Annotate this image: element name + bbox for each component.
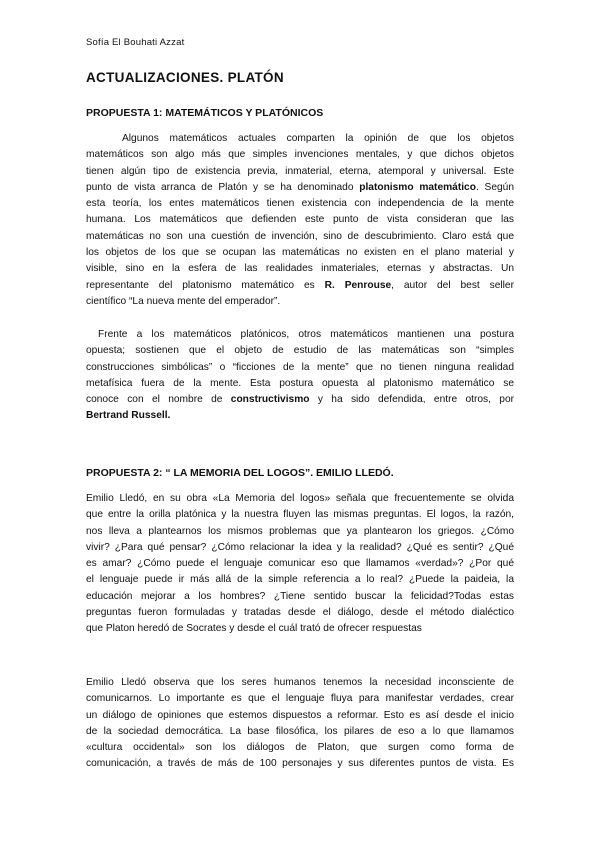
document-title: ACTUALIZACIONES. PLATÓN <box>86 70 284 85</box>
text-line: construcciones simbólicas” o “ficciones de la mente” que no tienen ninguna realidad <box>86 361 514 373</box>
text-line: que Platon heredó de Socrates y desde el cuál trató de ofrecer respuestas <box>86 623 422 635</box>
text-line <box>86 278 514 294</box>
text-line: esta teoría, los entes matemáticos tienen existencia con independencia de la mente <box>86 198 514 210</box>
text-line: educación mejorar a los hombres? ¿Tiene sentido buscar la felicidad?Todas estas <box>86 590 514 602</box>
text-line: Emilio Lledó observa que los seres humanos tenemos la necesidad inconsciente de <box>86 677 514 688</box>
emphasis-constructivismo: constructivismo <box>230 394 310 406</box>
text-line: tienen algún tipo de existencia previa, inmaterial, eterna, atemporal y universal. Este <box>86 165 514 177</box>
text-line: preguntas fueron formuladas y tratadas desde el diálogo, desde el método dialéctico <box>86 607 514 619</box>
text-line: científico “La nueva mente del emperador”. <box>86 295 281 307</box>
text-line: los objetos de los que se ocupan las matemáticas no existen en el plano material y <box>86 247 514 259</box>
text-line: nos lleva a plantearnos los mismos problemas que ya plantearon los griegos. ¿Cómo <box>86 525 514 537</box>
text-line: humana. Los matemáticos que defienden este punto de vista consideran que las <box>86 214 514 226</box>
section-1-heading: PROPUESTA 1: MATEMÁTICOS Y PLATÓNICOS <box>86 107 324 119</box>
text-line: que entre la orilla platónica y la nuestra fluyen las mismas preguntas. El logos, la razón, <box>86 509 514 521</box>
text-line: Algunos matemáticos actuales comparten la opinión de que los objetos <box>122 133 514 144</box>
text-line: es amar? ¿Cómo puede el lenguaje comunicar eso que llamamos «verdad»? ¿Por qué <box>86 558 514 570</box>
text-line: de la sociedad democrática. La base filosófica, los pilares de eso a lo que llamamos <box>86 725 514 737</box>
text-span: punto de vista arranca de Platón y se ha denominado <box>86 181 360 193</box>
section-2-paragraph-2 <box>86 675 514 773</box>
text-line: Frente a los matemáticos platónicos, otros matemáticos mantienen una postura <box>98 329 514 340</box>
section-2-heading: PROPUESTA 2: “ LA MEMORIA DEL LOGOS”. EMILIO LLEDÓ. <box>86 467 394 479</box>
section-2-paragraph-1 <box>86 491 514 638</box>
emphasis-russell: Bertrand Russell. <box>86 410 171 422</box>
emphasis-platonismo: platonismo matemático <box>359 181 476 193</box>
text-line: comunicarnos. Lo importante es que el lenguaje fluya para manifestar verdades, crear <box>86 693 514 705</box>
text-line: Emilio Lledó, en su obra «La Memoria del logos» señala que frecuentemente se olvida <box>86 493 514 504</box>
text-line: vivir? ¿Para qué pensar? ¿Cómo relacionar la idea y la realidad? ¿Qué es sentir? ¿Qué <box>86 541 514 553</box>
text-line <box>86 392 514 408</box>
emphasis-penrouse: R. Penrouse <box>324 279 392 291</box>
text-span: conoce con el nombre de <box>86 394 231 406</box>
section-1-paragraph-2 <box>86 327 514 425</box>
text-line: matemáticos son algo más que simples invenciones mentales, y que dichos objetos <box>86 149 514 161</box>
section-1-paragraph-1 <box>86 131 514 310</box>
text-line <box>86 180 514 196</box>
text-line: opuesta; sostienen que el objeto de estudio de las matemáticas son “simples <box>86 345 514 357</box>
text-span: representante del platonismo matemático es <box>86 279 325 291</box>
text-span: y ha sido defendida, entre otros, por <box>309 394 515 406</box>
text-span: , autor del best seller <box>391 279 514 291</box>
text-line: metafísica fuera de la mente. Esta postura opuesta al platonismo matemático se <box>86 377 514 389</box>
text-line: matemáticas no son una cuestión de invención, sino de descubrimiento. Claro está que <box>86 230 514 242</box>
author-name: Sofía El Bouhati Azzat <box>86 37 185 48</box>
text-line: comunicación, a través de más de 100 personajes y sus diferentes puntos de vista. Es <box>86 758 514 770</box>
text-line: «cultura occidental» son los diálogos de Platon, que surgen como forma de <box>86 742 514 754</box>
text-span: . Según <box>475 181 514 193</box>
text-line: el lenguaje puede ir más allá de la simple referencia a lo real? ¿Puede la paideia, la <box>86 574 514 586</box>
text-line: un diálogo de opiniones que estemos dispuestos a reformar. Esto es así desde el inicio <box>86 709 514 721</box>
text-line <box>86 408 514 424</box>
text-line: visible, sino en la esfera de las realidades inmateriales, eternas y abstractas. Un <box>86 263 514 275</box>
